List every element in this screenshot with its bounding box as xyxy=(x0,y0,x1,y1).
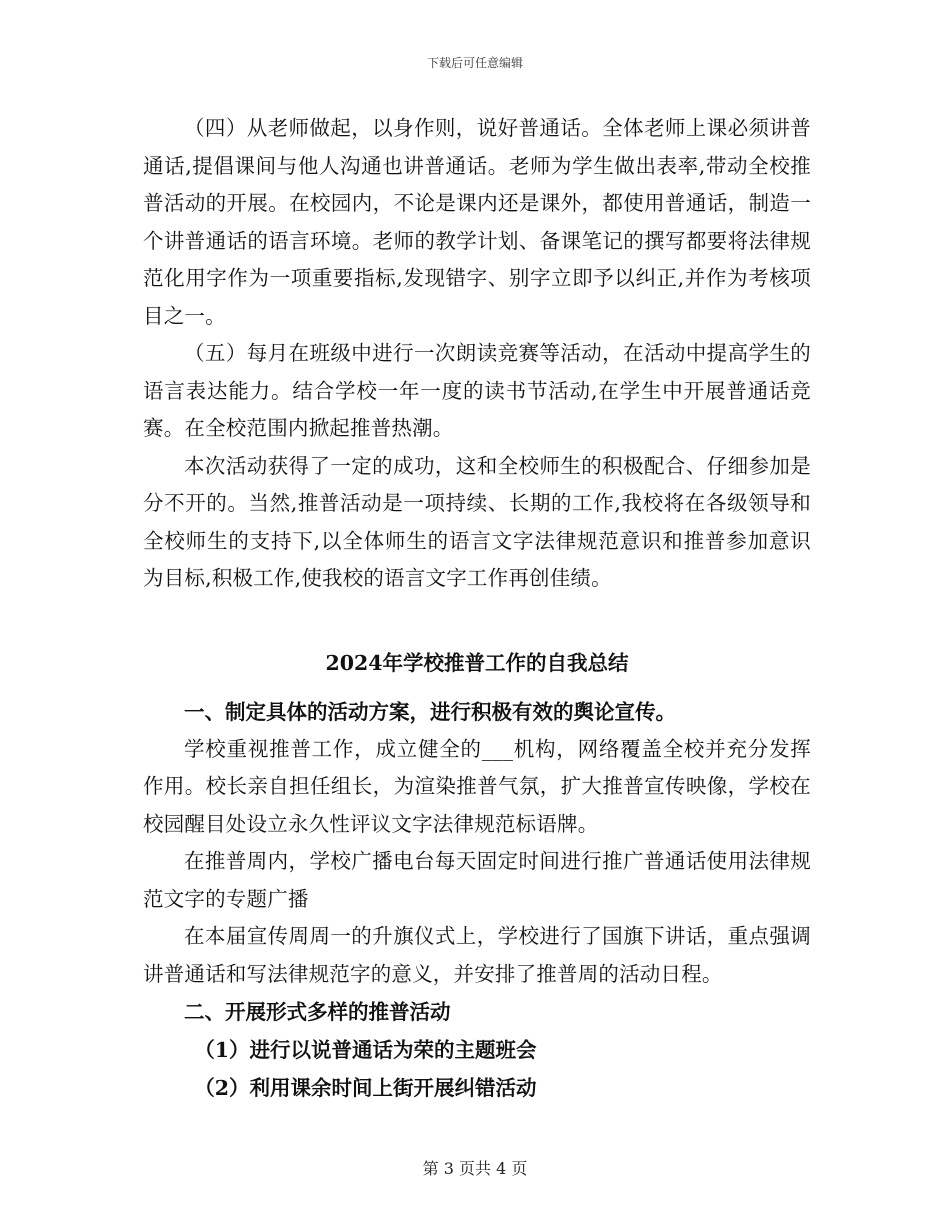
document-title: 2024年学校推普工作的自我总结 xyxy=(325,650,629,675)
paragraph-item-5: （五）每月在班级中进行一次朗读竞赛等活动，在活动中提高学生的语言表达能力。结合学校一年一度的读书节活动,在学生中开展普通话竞赛。在全校范围内掀起推普热潮。 xyxy=(143,341,811,440)
activity-item-2: （2）利用课余时间上街开展纠错活动 xyxy=(194,1076,537,1100)
paragraph-broadcast: 在推普周内，学校广播电台每天固定时间进行推广普通话使用法律规范文字的专题广播 xyxy=(143,849,811,911)
document-body xyxy=(143,110,811,1107)
paragraph-organization: 学校重视推普工作，成立健全的___机构，网络覆盖全校并充分发挥作用。校长亲自担任组长，为渲染推普气氛，扩大推普宣传映像，学校在校园醒目处设立永久性评议文字法律规范标语牌。 xyxy=(143,736,811,836)
paragraph-conclusion: 本次活动获得了一定的成功，这和全校师生的积极配合、仔细参加是分不开的。当然,推普活动是一项持续、长期的工作,我校将在各级领导和全校师生的支持下,以全体师生的语言文字法律规范意识和推普参加意识为目标,积极工作,使我校的语言文字工作再创佳绩。 xyxy=(143,453,811,590)
paragraph-item-4: （四）从老师做起，以身作则，说好普通话。全体老师上课必须讲普通话,提倡课间与他人沟通也讲普通话。老师为学生做出表率,带动全校推普活动的开展。在校园内，不论是课内还是课外，都使用普通话，制造一个讲普通话的语言环境。老师的教学计划、备课笔记的撰写都要将法律规范化用字作为一项重要指标,发现错字、别字立即予以纠正,并作为考核项目之一。 xyxy=(143,116,811,328)
paragraph-flag-ceremony: 在本届宣传周周一的升旗仪式上，学校进行了国旗下讲话，重点强调讲普通话和写法律规范字的意义，并安排了推普周的活动日程。 xyxy=(143,924,811,986)
page-header-note: 下载后可任意编辑 xyxy=(426,56,523,70)
page-number: 第 3 页共 4 页 xyxy=(422,1159,528,1178)
activity-item-1: （1）进行以说普通话为荣的主题班会 xyxy=(194,1038,537,1062)
section-heading-2: 二、开展形式多样的推普活动 xyxy=(184,1000,451,1024)
section-gap xyxy=(143,598,811,644)
section-heading-1: 一、制定具体的活动方案，进行积极有效的舆论宣传。 xyxy=(184,699,676,724)
